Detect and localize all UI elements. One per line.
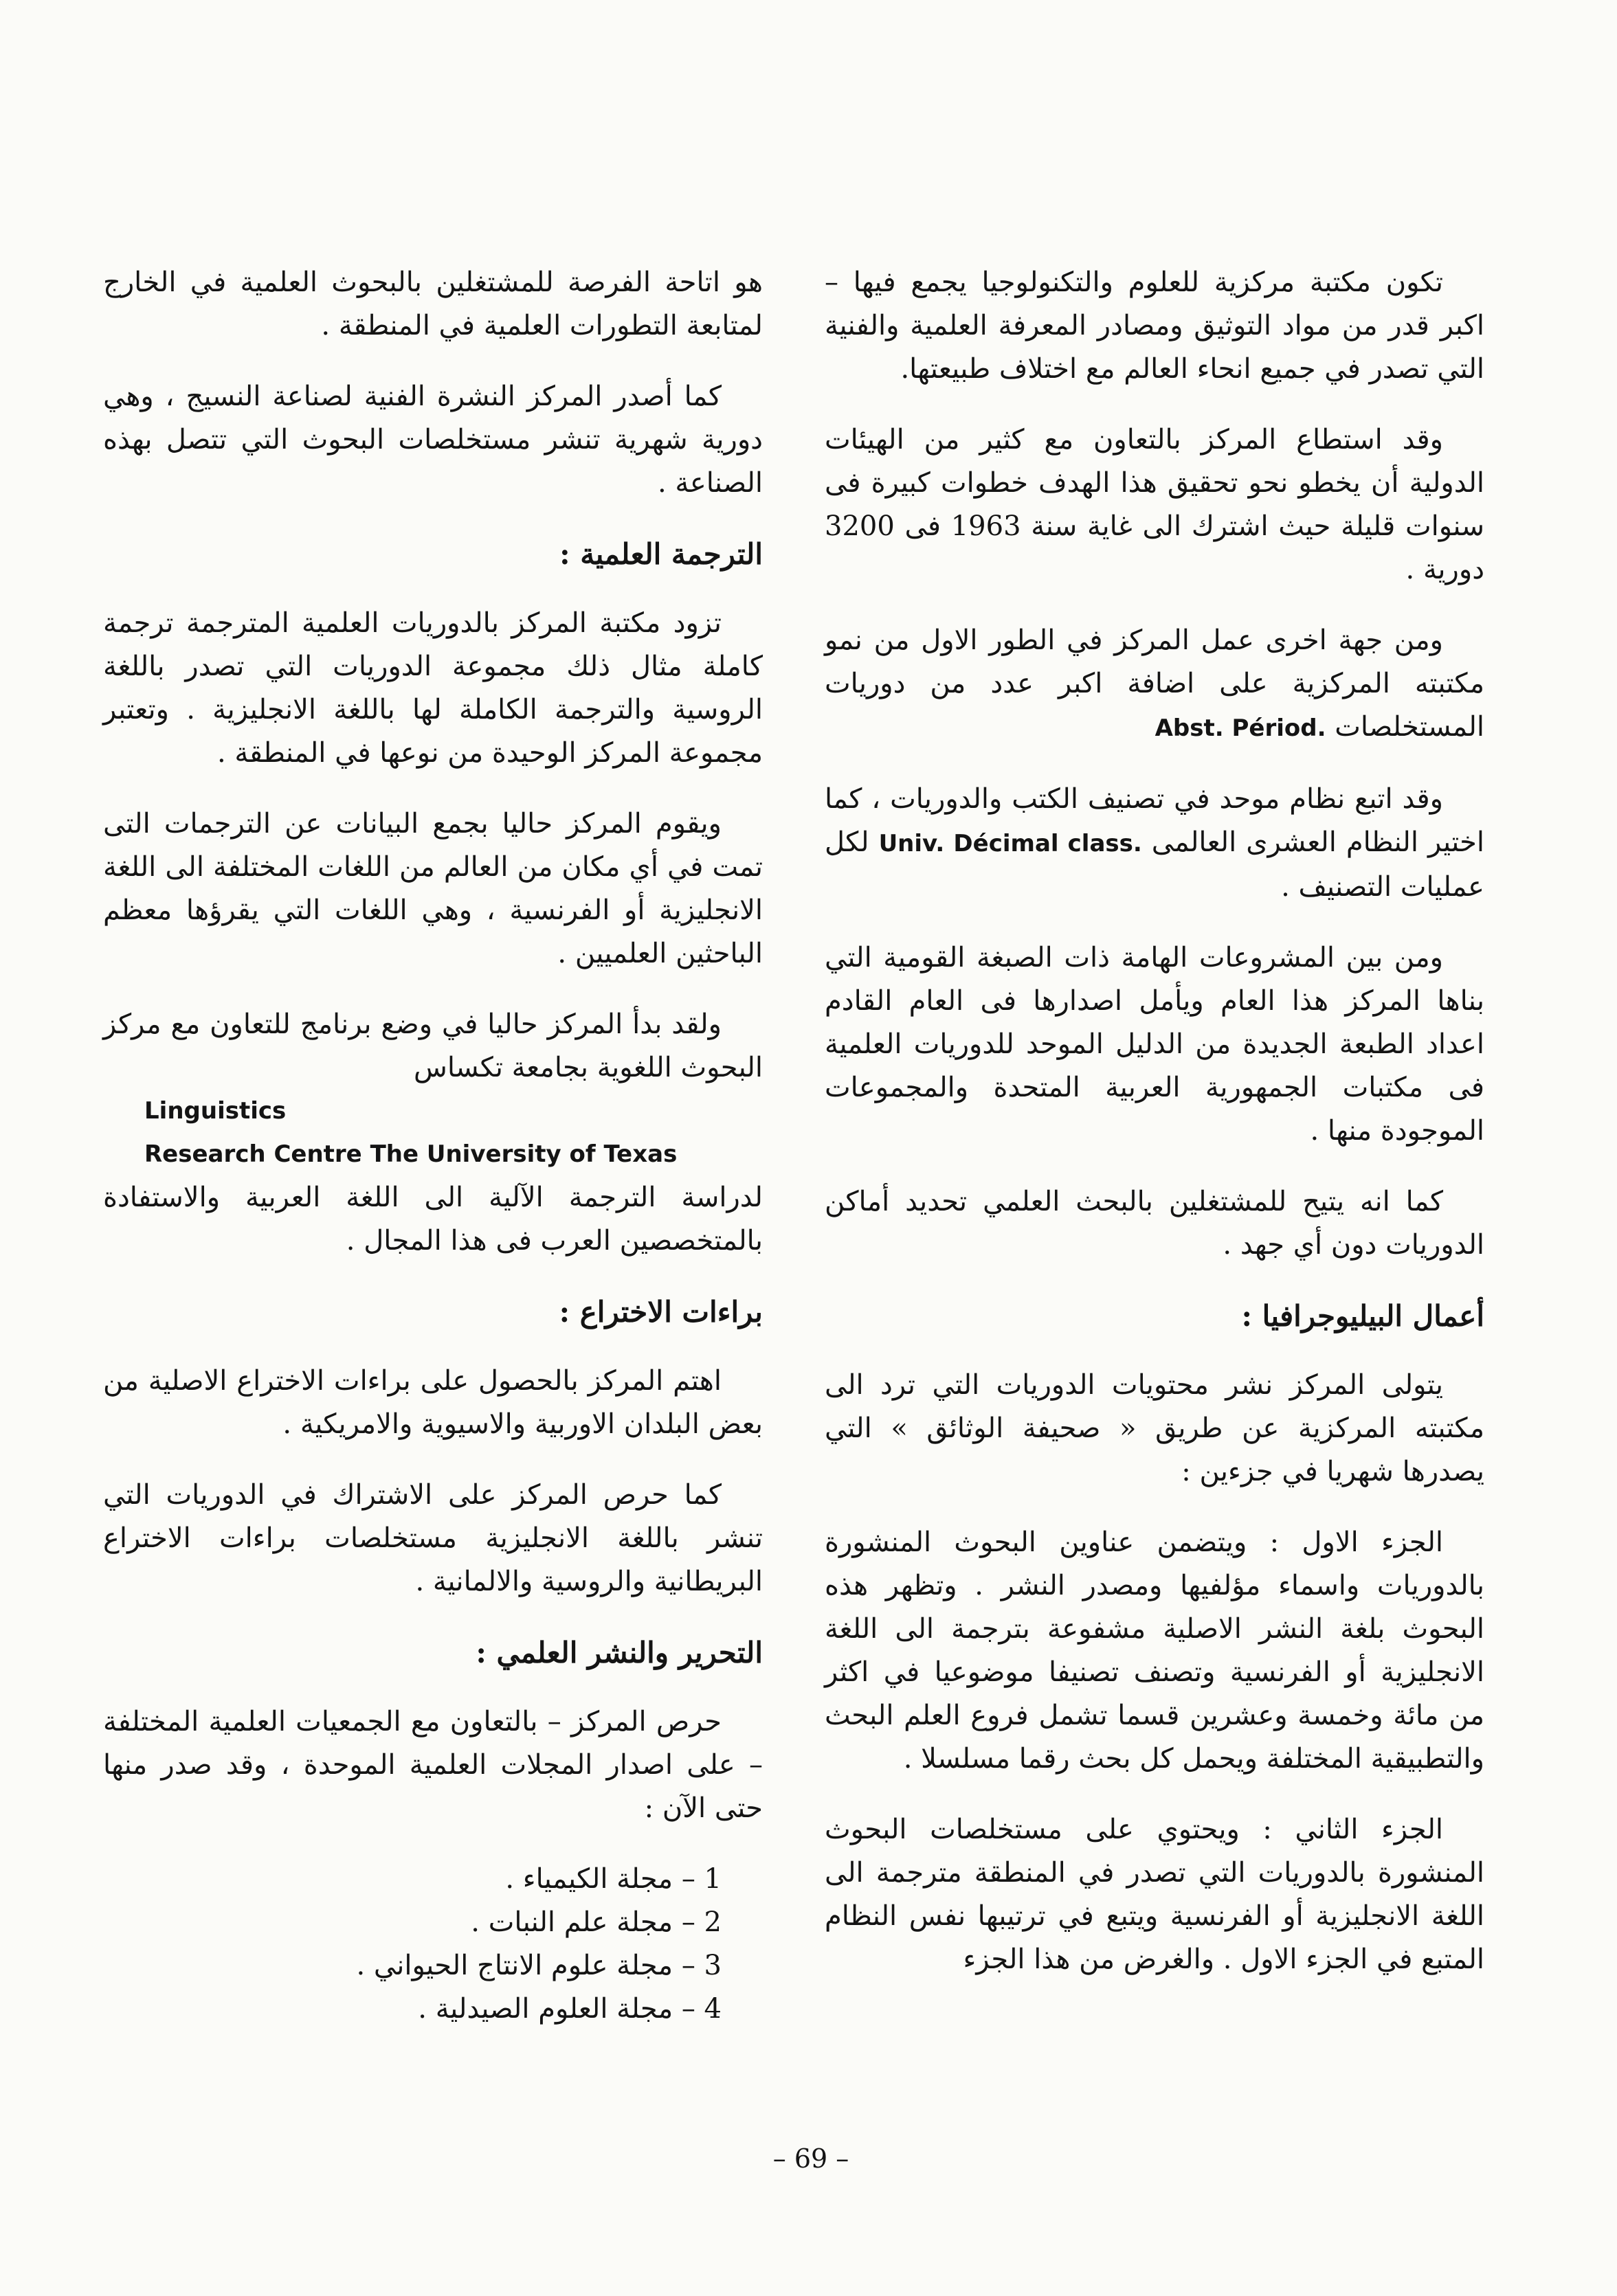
latin-term: Linguistics: [144, 1097, 287, 1125]
paragraph: وقد استطاع المركز بالتعاون مع كثير من الهيئات الدولية أن يخطو نحو تحقيق هذا الهدف خطوات كبيرة فى سنوات قليلة حيث اشترك الى غاية سنة 1963 فى 3200 دورية .: [825, 424, 1485, 585]
list-item: 3 – مجلة علوم الانتاج الحيواني .: [356, 1950, 722, 1981]
list-item: 1 – مجلة الكيمياء .: [505, 1863, 722, 1895]
paragraph-text: لدراسة الترجمة الآلية الى اللغة العربية والاستفادة بالمتخصصين العرب فى هذا المجال .: [103, 1182, 763, 1257]
right-column: [825, 261, 1484, 2009]
paragraph: الجزء الثاني : ويحتوي على مستخلصات البحوث المنشورة بالدوريات التي تصدر في المنطقة مترجمة الى اللغة الانجليزية أو الفرنسية ويتبع في ترتيبها نفس النظام المتبع في الجزء الاول . والغرض من هذا الجزء: [825, 1814, 1484, 1975]
section-heading: أعمال البيليوجرافيا :: [1241, 1299, 1484, 1333]
paragraph-text: ولقد بدأ المركز حاليا في وضع برنامج للتعاون مع مركز البحوث اللغوية بجامعة تكساس: [103, 1009, 763, 1083]
latin-term: Abst. Périod.: [1155, 714, 1326, 742]
paragraph: كما انه يتيح للمشتغلين بالبحث العلمي تحديد أماكن الدوريات دون أي جهد .: [825, 1186, 1484, 1261]
paragraph: الجزء الاول : ويتضمن عناوين البحوث المنشورة بالدوريات واسماء مؤلفيها ومصدر النشر . وتظهر هذه البحوث بلغة النشر الاصلية مشفوعة بترجمة الى اللغة الانجليزية أو الفرنسية وتصنف تصنيفا موضوعيا في اكثر من مائة وخمسة وعشرين قسما تشمل فروع العلم البحث والتطبيقية المختلفة ويحمل كل بحث رقما مسلسلا .: [825, 1527, 1484, 1775]
latin-term: Univ. Décimal class.: [878, 830, 1142, 857]
paragraph-text: وقد اتبع نظام موحد في تصنيف الكتب والدوريات ، كما اختير النظام العشرى العالمى: [825, 783, 1484, 858]
paragraph: يتولى المركز نشر محتويات الدوريات التي ترد الى مكتبته المركزية عن طريق « صحيفة الوثائق » التي يصدرها شهريا في جزءين :: [825, 1369, 1484, 1487]
list-item: 2 – مجلة علم النبات .: [471, 1906, 722, 1938]
latin-term: Research Centre The University of Texas: [144, 1140, 678, 1168]
page-number: – 69 –: [772, 2143, 849, 2174]
section-heading: براءات الاختراع :: [559, 1295, 763, 1329]
paragraph: حرص المركز – بالتعاون مع الجمعيات العلمية المختلفة – على اصدار المجلات العلمية الموحدة ، وقد صدر منها حتى الآن :: [103, 1706, 763, 1824]
paragraph: هو اتاحة الفرصة للمشتغلين بالبحوث العلمية في الخارج لمتابعة التطورات العلمية في المنطقة .: [103, 267, 763, 341]
paragraph: كما حرص المركز على الاشتراك في الدوريات التي تنشر باللغة الانجليزية مستخلصات براءات الاختراع البريطانية والروسية والالمانية .: [103, 1479, 763, 1597]
paragraph-text: لكل عمليات التصنيف .: [825, 826, 1484, 903]
left-column: [103, 261, 763, 2031]
section-heading: التحرير والنشر العلمي :: [476, 1636, 763, 1669]
paragraph: كما أصدر المركز النشرة الفنية لصناعة النسيج ، وهي دورية شهرية تنشر مستخلصات البحوث التي تتصل بهذه الصناعة .: [103, 381, 763, 499]
paragraph: اهتم المركز بالحصول على براءات الاختراع الاصلية من بعض البلدان الاوربية والاسيوية والامريكية .: [103, 1365, 763, 1440]
paragraph-text: ومن جهة اخرى عمل المركز في الطور الاول من نمو مكتبته المركزية على اضافة اكبر عدد من دوريات المستخلصات: [825, 624, 1484, 743]
journal-list: [103, 1858, 763, 2031]
paragraph: ويقوم المركز حاليا بجمع البيانات عن الترجمات التى تمت في أي مكان من العالم من اللغات المختلفة الى اللغة الانجليزية أو الفرنسية ، وهي اللغات التي يقرؤها معظم الباحثين العلميين .: [103, 808, 763, 969]
paragraph: تكون مكتبة مركزية للعلوم والتكنولوجيا يجمع فيها – اكبر قدر من مواد التوثيق ومصادر المعرفة العلمية والفنية التي تصدر في جميع انحاء العالم مع اختلاف طبيعتها.: [825, 267, 1484, 385]
paragraph: تزود مكتبة المركز بالدوريات العلمية المترجمة ترجمة كاملة مثال ذلك مجموعة الدوريات التي تصدر باللغة الروسية والترجمة الكاملة لها باللغة الانجليزية . وتعتبر مجموعة المركز الوحيدة من نوعها في المنطقة .: [103, 607, 763, 769]
section-heading: الترجمة العلمية :: [559, 537, 763, 571]
paragraph: [103, 1003, 763, 1263]
list-item: 4 – مجلة العلوم الصيدلية .: [418, 1993, 722, 2025]
paragraph: [825, 619, 1484, 750]
paragraph: ومن بين المشروعات الهامة ذات الصبغة القومية التي بناها المركز هذا العام ويأمل اصدارها فى العام القادم اعداد الطبعة الجديدة من الدليل الموحد للدوريات العلمية فى مكتبات الجمهورية العربية المتحدة والمجموعات الموجودة منها .: [825, 942, 1484, 1147]
paragraph: [825, 778, 1484, 909]
